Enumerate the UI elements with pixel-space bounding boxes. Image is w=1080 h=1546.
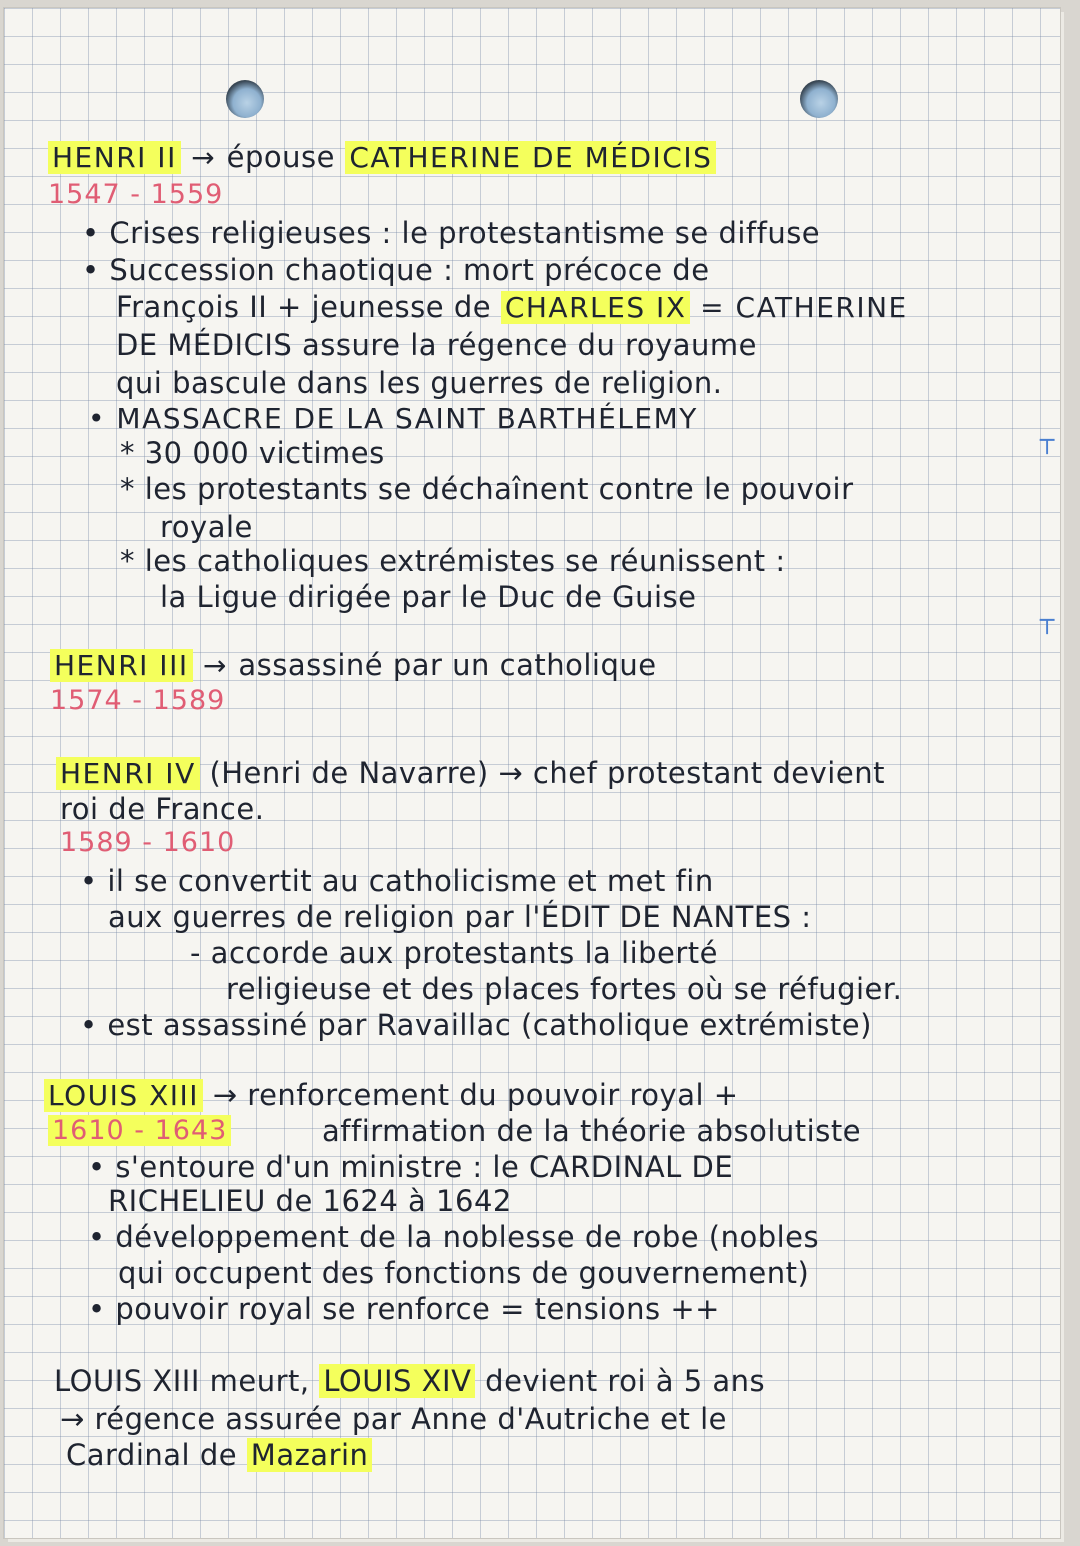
sub-bullet: * 30 000 victimes [120, 436, 385, 470]
bullet-continuation: aux guerres de religion par l'ÉDIT DE NANTES : [108, 900, 812, 934]
summary-continuation: roi de France. [60, 792, 265, 826]
summary: assassiné par un catholique [238, 648, 657, 682]
section-henri-ii-heading [48, 140, 716, 175]
sub-bullet-continuation: la Ligue dirigée par le Duc de Guise [160, 580, 697, 614]
dates-text: 1610 - 1643 [48, 1115, 231, 1146]
sub-bullet-continuation: royale [160, 510, 253, 544]
bullet: • pouvoir royal se renforce = tensions ++ [88, 1292, 720, 1326]
bullet: • Crises religieuses : le protestantisme se diffuse [82, 216, 821, 250]
bullet: • développement de la noblesse de robe (nobles [88, 1220, 820, 1254]
text: Cardinal de [66, 1438, 238, 1472]
arrow: → [212, 1078, 238, 1112]
king-name: LOUIS XIII [44, 1079, 203, 1112]
bullet-continuation: qui occupent des fonctions de gouvernement) [118, 1256, 810, 1290]
bullet: • s'entoure d'un ministre : le CARDINAL DE [88, 1150, 734, 1184]
text: devient roi à 5 ans [485, 1364, 766, 1398]
summary: épouse [226, 140, 335, 174]
bullet: • il se convertit au catholicisme et met fin [80, 864, 714, 898]
sub-bullet: - accorde aux protestants la liberté [190, 936, 719, 970]
reign-dates [48, 1114, 231, 1148]
bullet: • MASSACRE DE LA SAINT BARTHÉLEMY [88, 402, 698, 435]
tab-marker-icon: ┬ [1040, 606, 1055, 634]
section-henri-iv-heading [56, 756, 885, 791]
text: = CATHERINE [700, 291, 908, 324]
bullet-continuation: DE MÉDICIS assure la régence du royaume [116, 328, 757, 362]
arrow: → [191, 141, 217, 174]
bullet-continuation: qui bascule dans les guerres de religion. [116, 366, 723, 400]
bullet-continuation: RICHELIEU de 1624 à 1642 [108, 1184, 512, 1218]
punch-hole [800, 80, 838, 118]
footer-line-1 [54, 1364, 765, 1398]
king-name: HENRI IV [56, 757, 200, 790]
summary-continuation: affirmation de la théorie absolutiste [322, 1114, 862, 1148]
sub-bullet-continuation: religieuse et des places fortes où se réfugier. [226, 972, 903, 1006]
text: LOUIS XIII meurt, [54, 1364, 310, 1398]
tab-marker-icon: ┬ [1040, 426, 1055, 454]
footer-line-3 [66, 1438, 372, 1472]
summary: (Henri de Navarre) → chef protestant devient [209, 756, 885, 790]
text: François II + jeunesse de [116, 290, 492, 324]
section-louis-xiii-heading [44, 1078, 739, 1113]
highlight-louis-xiv: LOUIS XIV [319, 1364, 475, 1398]
section-henri-iii-heading [50, 648, 657, 683]
bullet: • est assassiné par Ravaillac (catholique extrémiste) [80, 1008, 872, 1042]
king-name: HENRI III [50, 649, 193, 682]
arrow: → [202, 649, 228, 682]
highlight: CHARLES IX [501, 291, 691, 324]
footer-line-2: → régence assurée par Anne d'Autriche et le [60, 1402, 727, 1436]
reign-dates: 1574 - 1589 [50, 685, 226, 716]
summary: renforcement du pouvoir royal + [247, 1078, 739, 1112]
reign-dates: 1547 - 1559 [48, 179, 224, 210]
notebook-page [4, 8, 1060, 1538]
punch-hole [226, 80, 264, 118]
bullet: • Succession chaotique : mort précoce de [82, 253, 710, 287]
bullet-continuation [116, 290, 908, 325]
sub-bullet: * les protestants se déchaînent contre le pouvoir [120, 472, 854, 506]
reign-dates: 1589 - 1610 [60, 827, 236, 858]
spouse-name: CATHERINE DE MÉDICIS [345, 141, 716, 174]
sub-bullet: * les catholiques extrémistes se réunissent : [120, 544, 786, 578]
highlight-mazarin: Mazarin [247, 1438, 373, 1472]
king-name: HENRI II [48, 141, 181, 174]
